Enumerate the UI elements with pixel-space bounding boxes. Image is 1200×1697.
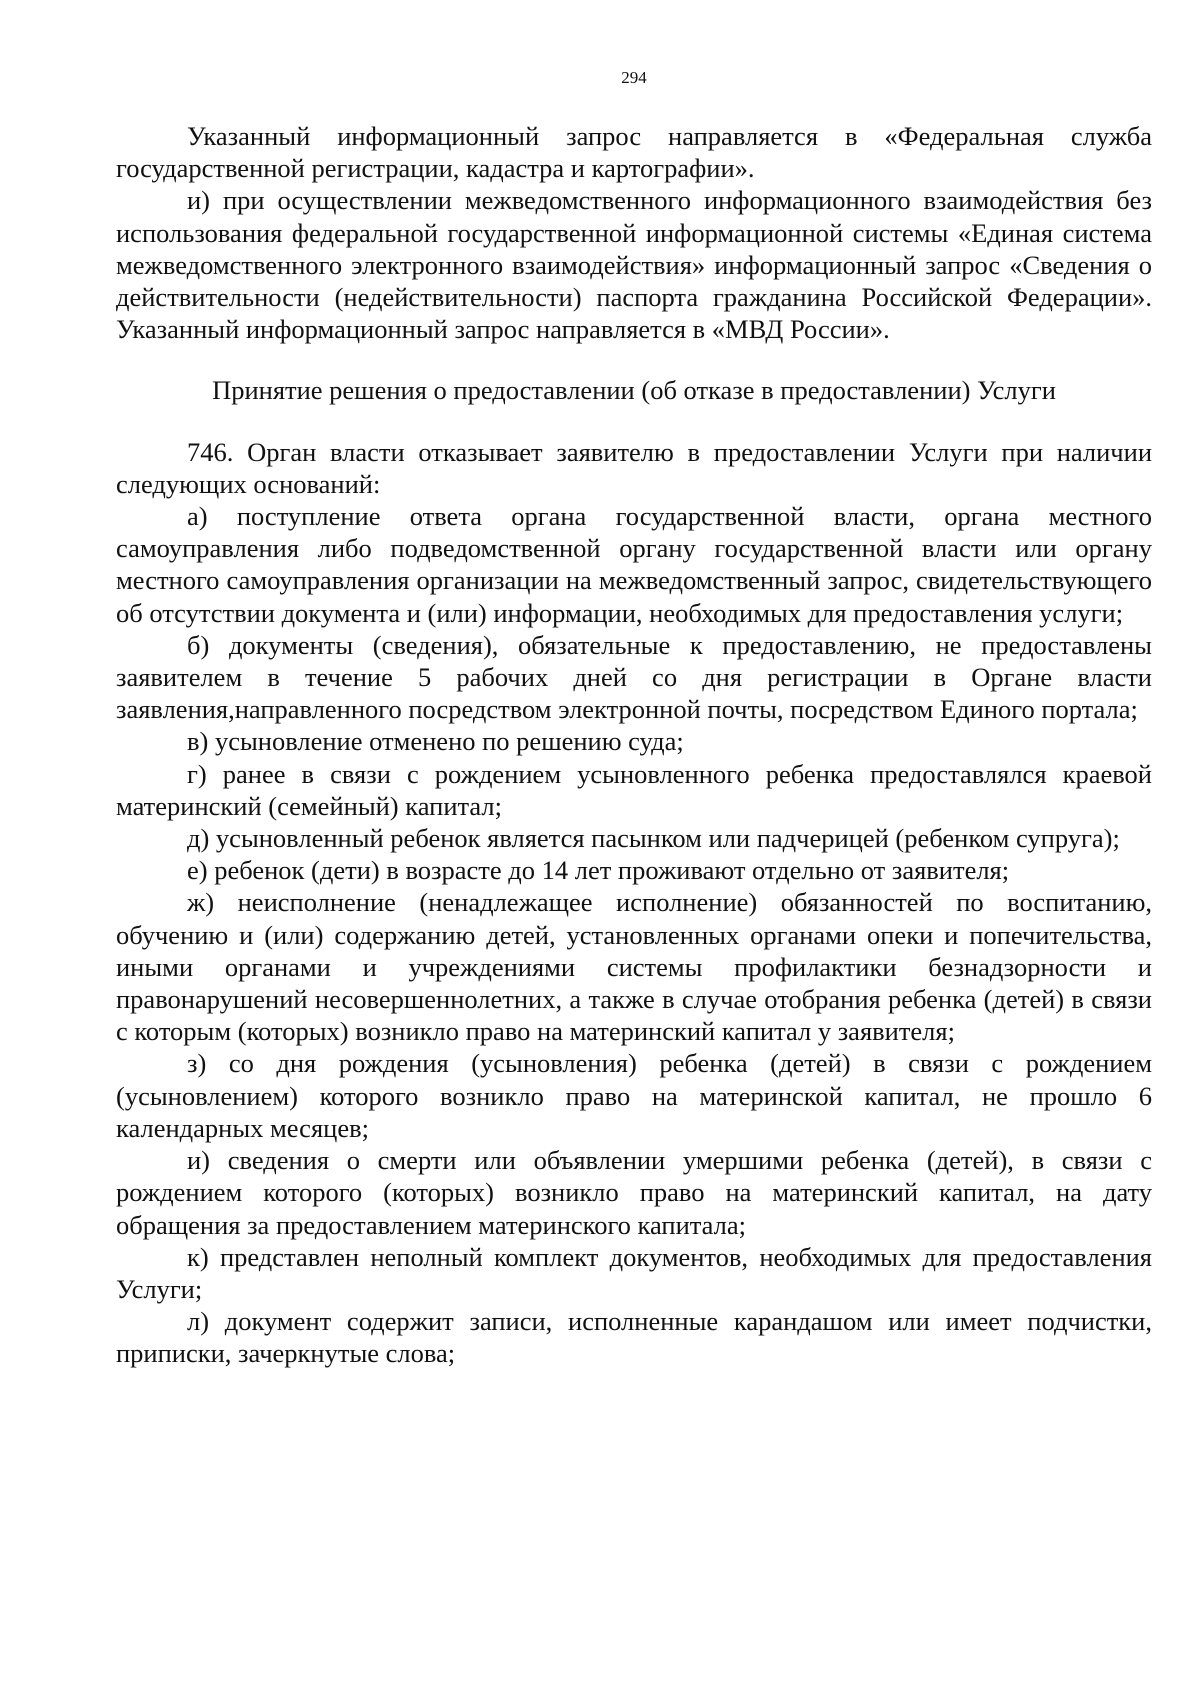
- paragraph-746: 746. Орган власти отказывает заявителю в предоставлении Услуги при наличии следующих оснований:: [116, 436, 1152, 499]
- list-item-e: е) ребенок (дети) в возрасте до 14 лет проживают отдельно от заявителя;: [187, 855, 1010, 886]
- paragraph-item-i-passport-request: и) при осуществлении межведомственного информационного взаимодействия без использования федеральной государственной информационной системы «Единая система межведомственного электронного взаимодействия» информационный запрос «Сведения о действительности (недействительности) паспорта гражданина Российской Федерации». Указанный информационный запрос направляется в «МВД России».: [116, 185, 1152, 345]
- list-item-l: л) документ содержит записи, исполненные карандашом или имеет подчистки, приписки, зачеркнутые слова;: [116, 1306, 1152, 1369]
- list-item-k: к) представлен неполный комплект документов, необходимых для предоставления Услуги;: [116, 1241, 1152, 1304]
- list-item-v: в) усыновление отменено по решению суда;: [187, 726, 684, 757]
- list-item-g: г) ранее в связи с рождением усыновленного ребенка предоставлялся краевой материнский (семейный) капитал;: [116, 758, 1152, 821]
- paragraph-request-rosreestr: Указанный информационный запрос направляется в «Федеральная служба государственной регистрации, кадастра и картографии».: [116, 121, 1152, 184]
- list-item-b: б) документы (сведения), обязательные к предоставлению, не предоставлены заявителем в течение 5 рабочих дней со дня регистрации в Органе власти заявления,направленного посредством электронной почты, посредством Единого портала;: [116, 629, 1152, 725]
- list-item-i: и) сведения о смерти или объявлении умершими ребенка (детей), в связи с рождением которого (которых) возникло право на материнский капитал, на дату обращения за предоставлением материнского капитала;: [116, 1145, 1152, 1240]
- list-item-zh: ж) неисполнение (ненадлежащее исполнение) обязанностей по воспитанию, обучению и (или) содержанию детей, установленных органами опеки и попечительства, иными органами и учреждениями системы профилактики безнадзорности и правонарушений несовершеннолетних, а также в случае отобрания ребенка (детей) в связи с которым (которых) возникло право на материнский капитал у заявителя;: [116, 887, 1152, 1047]
- document-body: [116, 120, 1152, 1370]
- list-item-z: з) со дня рождения (усыновления) ребенка (детей) в связи с рождением (усыновлением) которого возникло право на материнской капитал, не прошло 6 календарных месяцев;: [116, 1048, 1152, 1143]
- list-item-a: а) поступление ответа органа государственной власти, органа местного самоуправления либо подведомственной органу государственной власти или органу местного самоуправления организации на межведомственный запрос, свидетельствующего об отсутствии документа и (или) информации, необходимых для предоставления услуги;: [116, 501, 1152, 628]
- page-number: 294: [621, 68, 647, 87]
- list-item-d: д) усыновленный ребенок является пасынком или падчерицей (ребенком супруга);: [187, 823, 1120, 854]
- section-heading: Принятие решения о предоставлении (об отказе в предоставлении) Услуги: [212, 375, 1056, 406]
